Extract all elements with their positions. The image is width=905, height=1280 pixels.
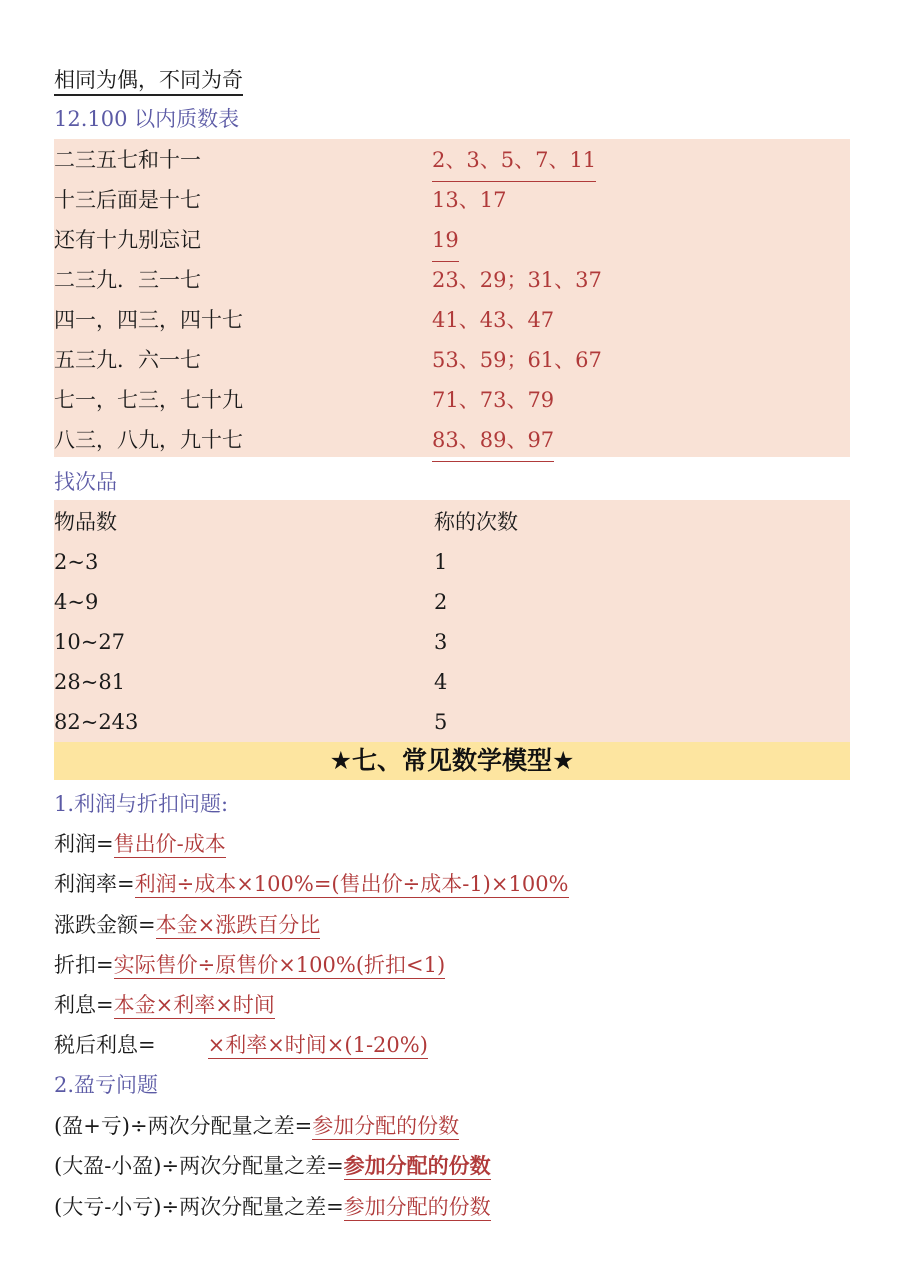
formula-line xyxy=(54,864,569,904)
prime-mnemonic: 五三九．六一七 xyxy=(54,348,201,372)
prime-mnemonic: 八三，八九，九十七 xyxy=(54,428,243,452)
defects-table xyxy=(54,500,850,742)
formula-line xyxy=(54,1146,491,1186)
defects-row xyxy=(54,542,850,582)
item-count: 28~81 xyxy=(54,670,126,694)
primes-row xyxy=(54,300,850,340)
section-banner: ★七、常见数学模型★ xyxy=(54,742,850,780)
formula-label: 利息= xyxy=(54,993,114,1017)
prime-numbers: 71、73、79 xyxy=(432,388,555,412)
formula-line xyxy=(54,905,320,945)
prime-mnemonic: 四一，四三，四十七 xyxy=(54,308,243,332)
prime-numbers: 19 xyxy=(432,220,459,262)
prime-numbers: 83、89、97 xyxy=(432,420,554,462)
defects-row xyxy=(54,582,850,622)
formula-label: (盈+亏)÷两次分配量之差= xyxy=(54,1114,313,1138)
prime-numbers: 23、29；31、37 xyxy=(432,268,602,292)
formula-line xyxy=(54,1025,428,1065)
column-header-items: 物品数 xyxy=(54,510,117,534)
primes-row xyxy=(54,420,850,460)
primes-row xyxy=(54,260,850,300)
formula-value: 售出价-成本 xyxy=(113,832,226,856)
primes-row xyxy=(54,140,850,180)
item-count: 10~27 xyxy=(54,630,126,654)
defects-row xyxy=(54,702,850,742)
weigh-times: 2 xyxy=(434,590,448,614)
prime-numbers: 2、3、5、7、11 xyxy=(432,140,596,182)
prime-mnemonic: 七一，七三，七十九 xyxy=(54,388,243,412)
item-count: 4~9 xyxy=(54,590,99,614)
primes-table xyxy=(54,139,850,457)
parity-rule xyxy=(54,60,243,100)
item-count: 2~3 xyxy=(54,550,99,574)
formula-line xyxy=(54,1106,459,1146)
formula-label: (大盈-小盈)÷两次分配量之差= xyxy=(54,1154,344,1178)
formula-label: (大亏-小亏)÷两次分配量之差= xyxy=(54,1195,344,1219)
weigh-times: 4 xyxy=(434,670,448,694)
prime-mnemonic: 二三五七和十一 xyxy=(54,148,201,172)
weigh-times: 3 xyxy=(434,630,448,654)
formula-label: 税后利息= xyxy=(54,1033,156,1057)
primes-row xyxy=(54,220,850,260)
primes-row xyxy=(54,180,850,220)
formula-value: 实际售价÷原售价×100%(折扣<1) xyxy=(113,953,446,977)
formula-value: 本金×利率×时间 xyxy=(113,993,275,1017)
formula-value: 本金×涨跌百分比 xyxy=(155,913,321,937)
item-count: 82~243 xyxy=(54,710,139,734)
formula-value: 参加分配的份数 xyxy=(343,1153,491,1178)
formula-value: 参加分配的份数 xyxy=(343,1195,491,1219)
prime-numbers: 13、17 xyxy=(432,188,507,212)
prime-mnemonic: 十三后面是十七 xyxy=(54,188,201,212)
formula-label: 利润率= xyxy=(54,872,135,896)
surplus-heading: 2.盈亏问题 xyxy=(54,1073,159,1097)
weigh-times: 1 xyxy=(434,550,448,574)
column-header-times: 称的次数 xyxy=(434,510,518,534)
defects-row xyxy=(54,662,850,702)
formula-label: 折扣= xyxy=(54,953,114,977)
prime-mnemonic: 还有十九别忘记 xyxy=(54,228,201,252)
formula-line xyxy=(54,985,275,1025)
prime-mnemonic: 二三九．三一七 xyxy=(54,268,201,292)
formula-line xyxy=(54,824,226,864)
defects-row xyxy=(54,622,850,662)
formula-label: 涨跌金额= xyxy=(54,913,156,937)
prime-numbers: 53、59；61、67 xyxy=(432,348,602,372)
weigh-times: 5 xyxy=(434,710,448,734)
formula-line xyxy=(54,945,445,985)
primes-row xyxy=(54,380,850,420)
formula-value: ×利率×时间×(1-20%) xyxy=(207,1033,428,1057)
prime-numbers: 41、43、47 xyxy=(432,308,555,332)
primes-row xyxy=(54,340,850,380)
parity-rule-text: 相同为偶，不同为奇 xyxy=(54,68,243,96)
formula-label: 利润= xyxy=(54,832,114,856)
formula-value: 利润÷成本×100%=(售出价÷成本-1)×100% xyxy=(134,872,569,896)
formula-value: 参加分配的份数 xyxy=(312,1114,460,1138)
primes-heading: 12.100 以内质数表 xyxy=(54,107,240,131)
defects-heading: 找次品 xyxy=(54,470,117,494)
profit-heading: 1.利润与折扣问题: xyxy=(54,792,229,816)
defects-header-row xyxy=(54,502,850,542)
formula-line xyxy=(54,1187,491,1227)
